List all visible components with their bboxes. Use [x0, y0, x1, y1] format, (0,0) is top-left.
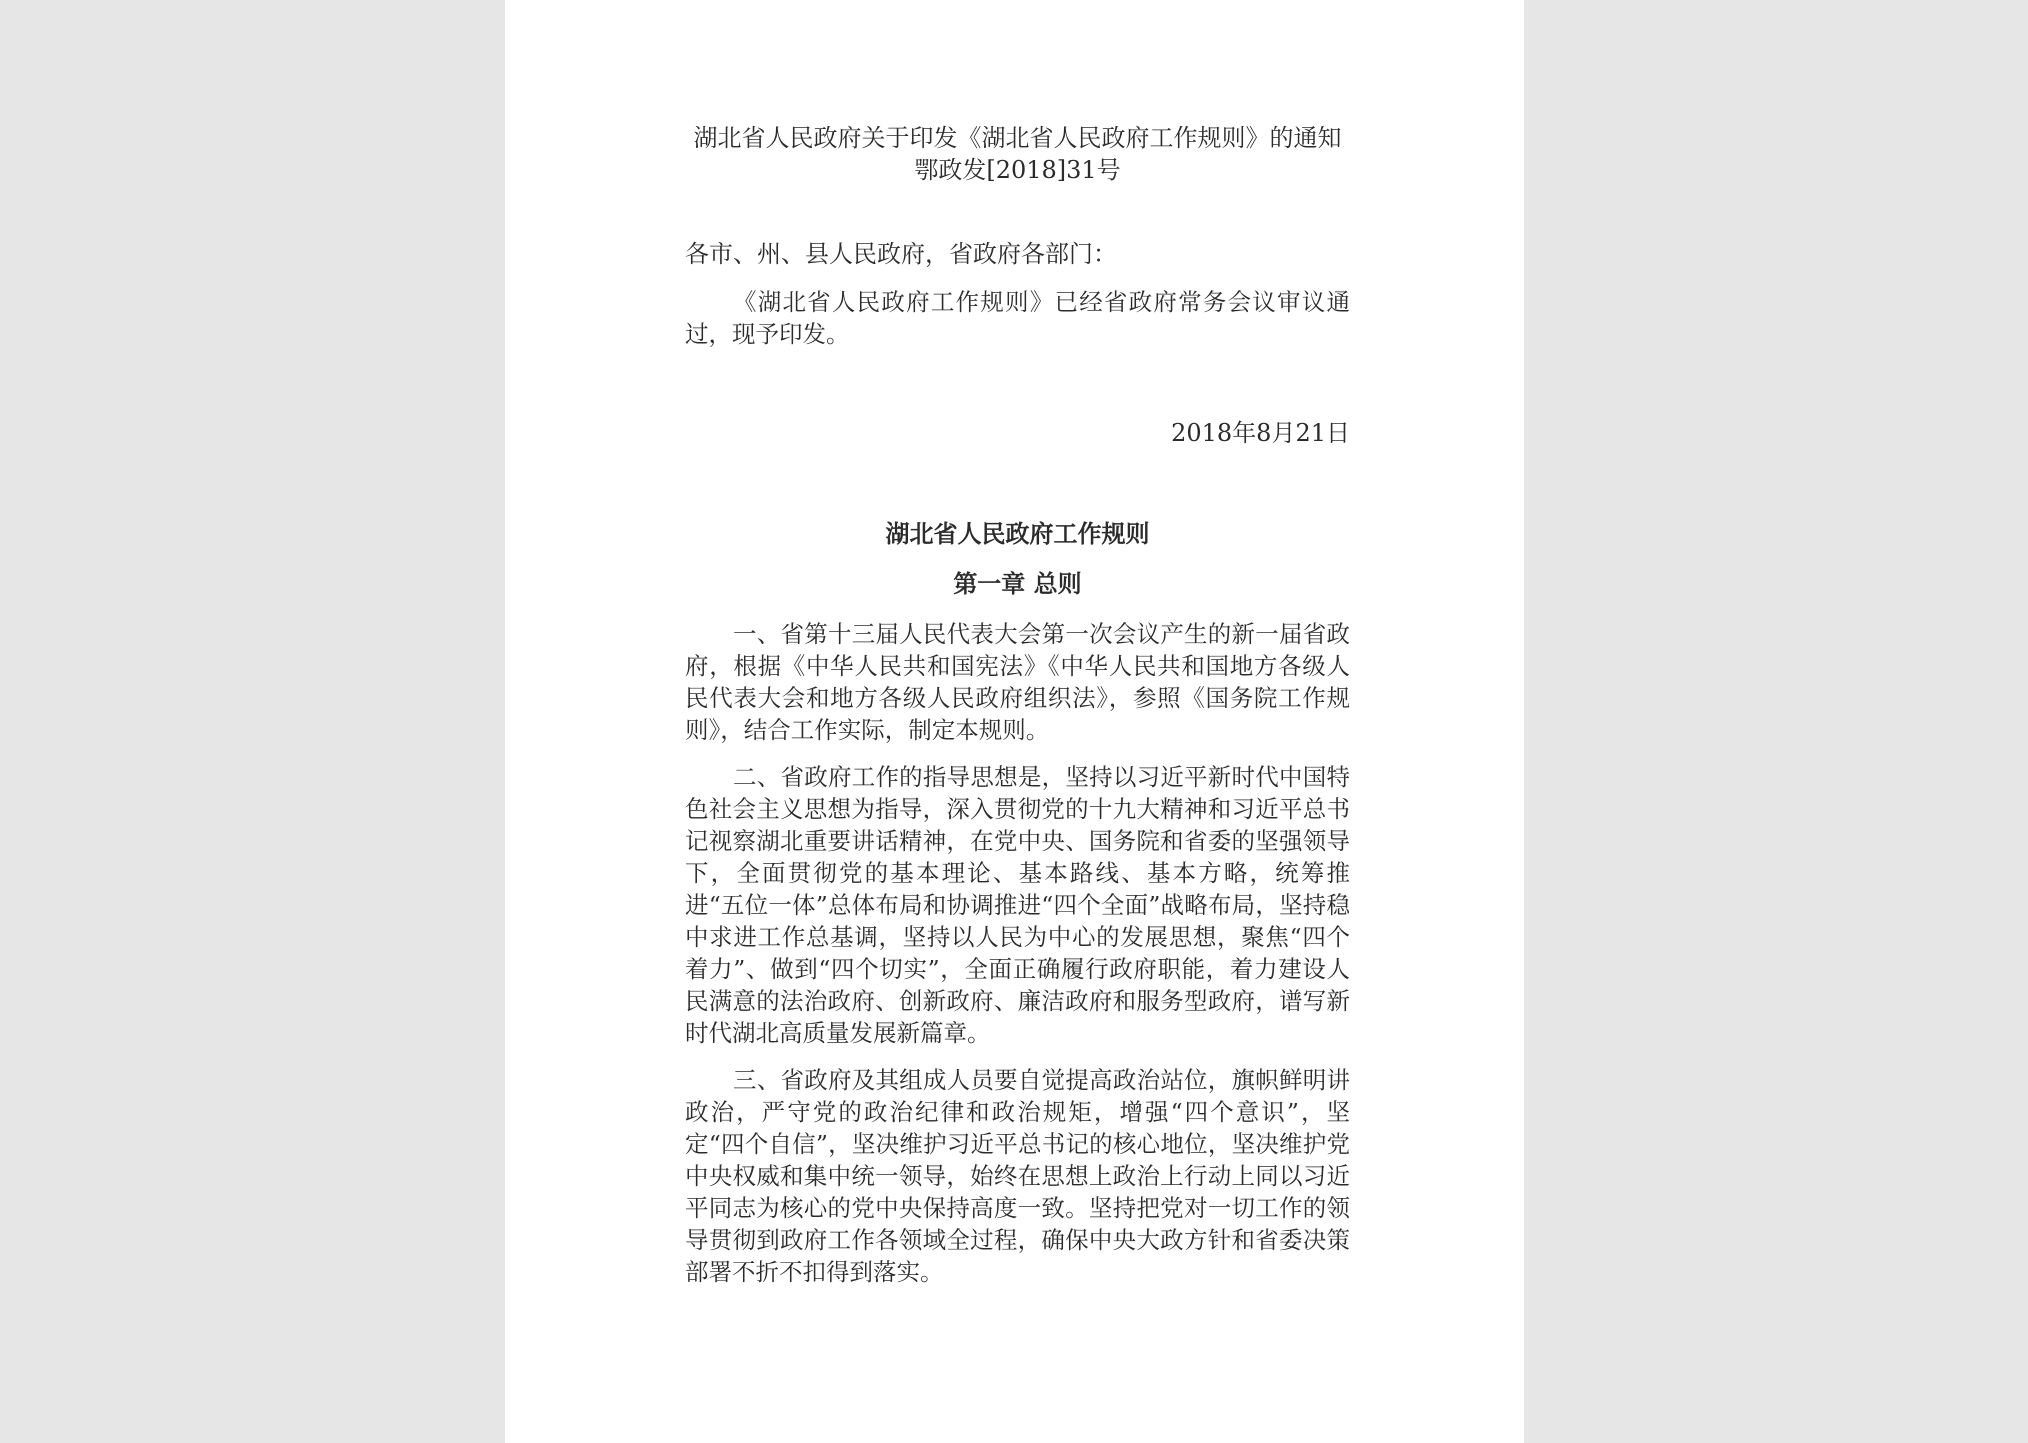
notice-body: 《湖北省人民政府工作规则》已经省政府常务会议审议通过，现予印发。 [685, 288, 1350, 348]
rules-title: 湖北省人民政府工作规则 [885, 519, 1150, 548]
notice-title: 湖北省人民政府关于印发《湖北省人民政府工作规则》的通知 [693, 124, 1342, 152]
article-2: 二、省政府工作的指导思想是，坚持以习近平新时代中国特色社会主义思想为指导，深入贯彻党的十九大精神和习近平总书记视察湖北重要讲话精神，在党中央、国务院和省委的坚强领导下，全面贯彻党的基本理论、基本路线、基本方略，统筹推进“五位一体”总体布局和协调推进“四个全面”战略布局，坚持稳中求进工作总基调，坚持以人民为中心的发展思想，聚焦“四个着力”、做到“四个切实”，全面正确履行政府职能，着力建设人民满意的法治政府、创新政府、廉洁政府和服务型政府，谱写新时代湖北高质量发展新篇章。 [685, 763, 1350, 1047]
document-number: 鄂政发[2018]31号 [914, 156, 1121, 184]
salutation: 各市、州、县人民政府，省政府各部门： [685, 240, 1117, 268]
document-page [505, 0, 1524, 1443]
article-1: 一、省第十三届人民代表大会第一次会议产生的新一届省政府，根据《中华人民共和国宪法》《中华人民共和国地方各级人民代表大会和地方各级人民政府组织法》，参照《国务院工作规则》，结合工作实际，制定本规则。 [685, 620, 1350, 744]
article-3: 三、省政府及其组成人员要自觉提高政治站位，旗帜鲜明讲政治，严守党的政治纪律和政治规矩，增强“四个意识”，坚定“四个自信”，坚决维护习近平总书记的核心地位，坚决维护党中央权威和集中统一领导，始终在思想上政治上行动上同以习近平同志为核心的党中央保持高度一致。坚持把党对一切工作的领导贯彻到政府工作各领域全过程，确保中央大政方针和省委决策部署不折不扣得到落实。 [685, 1066, 1350, 1286]
notice-date: 2018年8月21日 [1171, 419, 1350, 447]
chapter-title: 第一章 总则 [953, 569, 1082, 598]
